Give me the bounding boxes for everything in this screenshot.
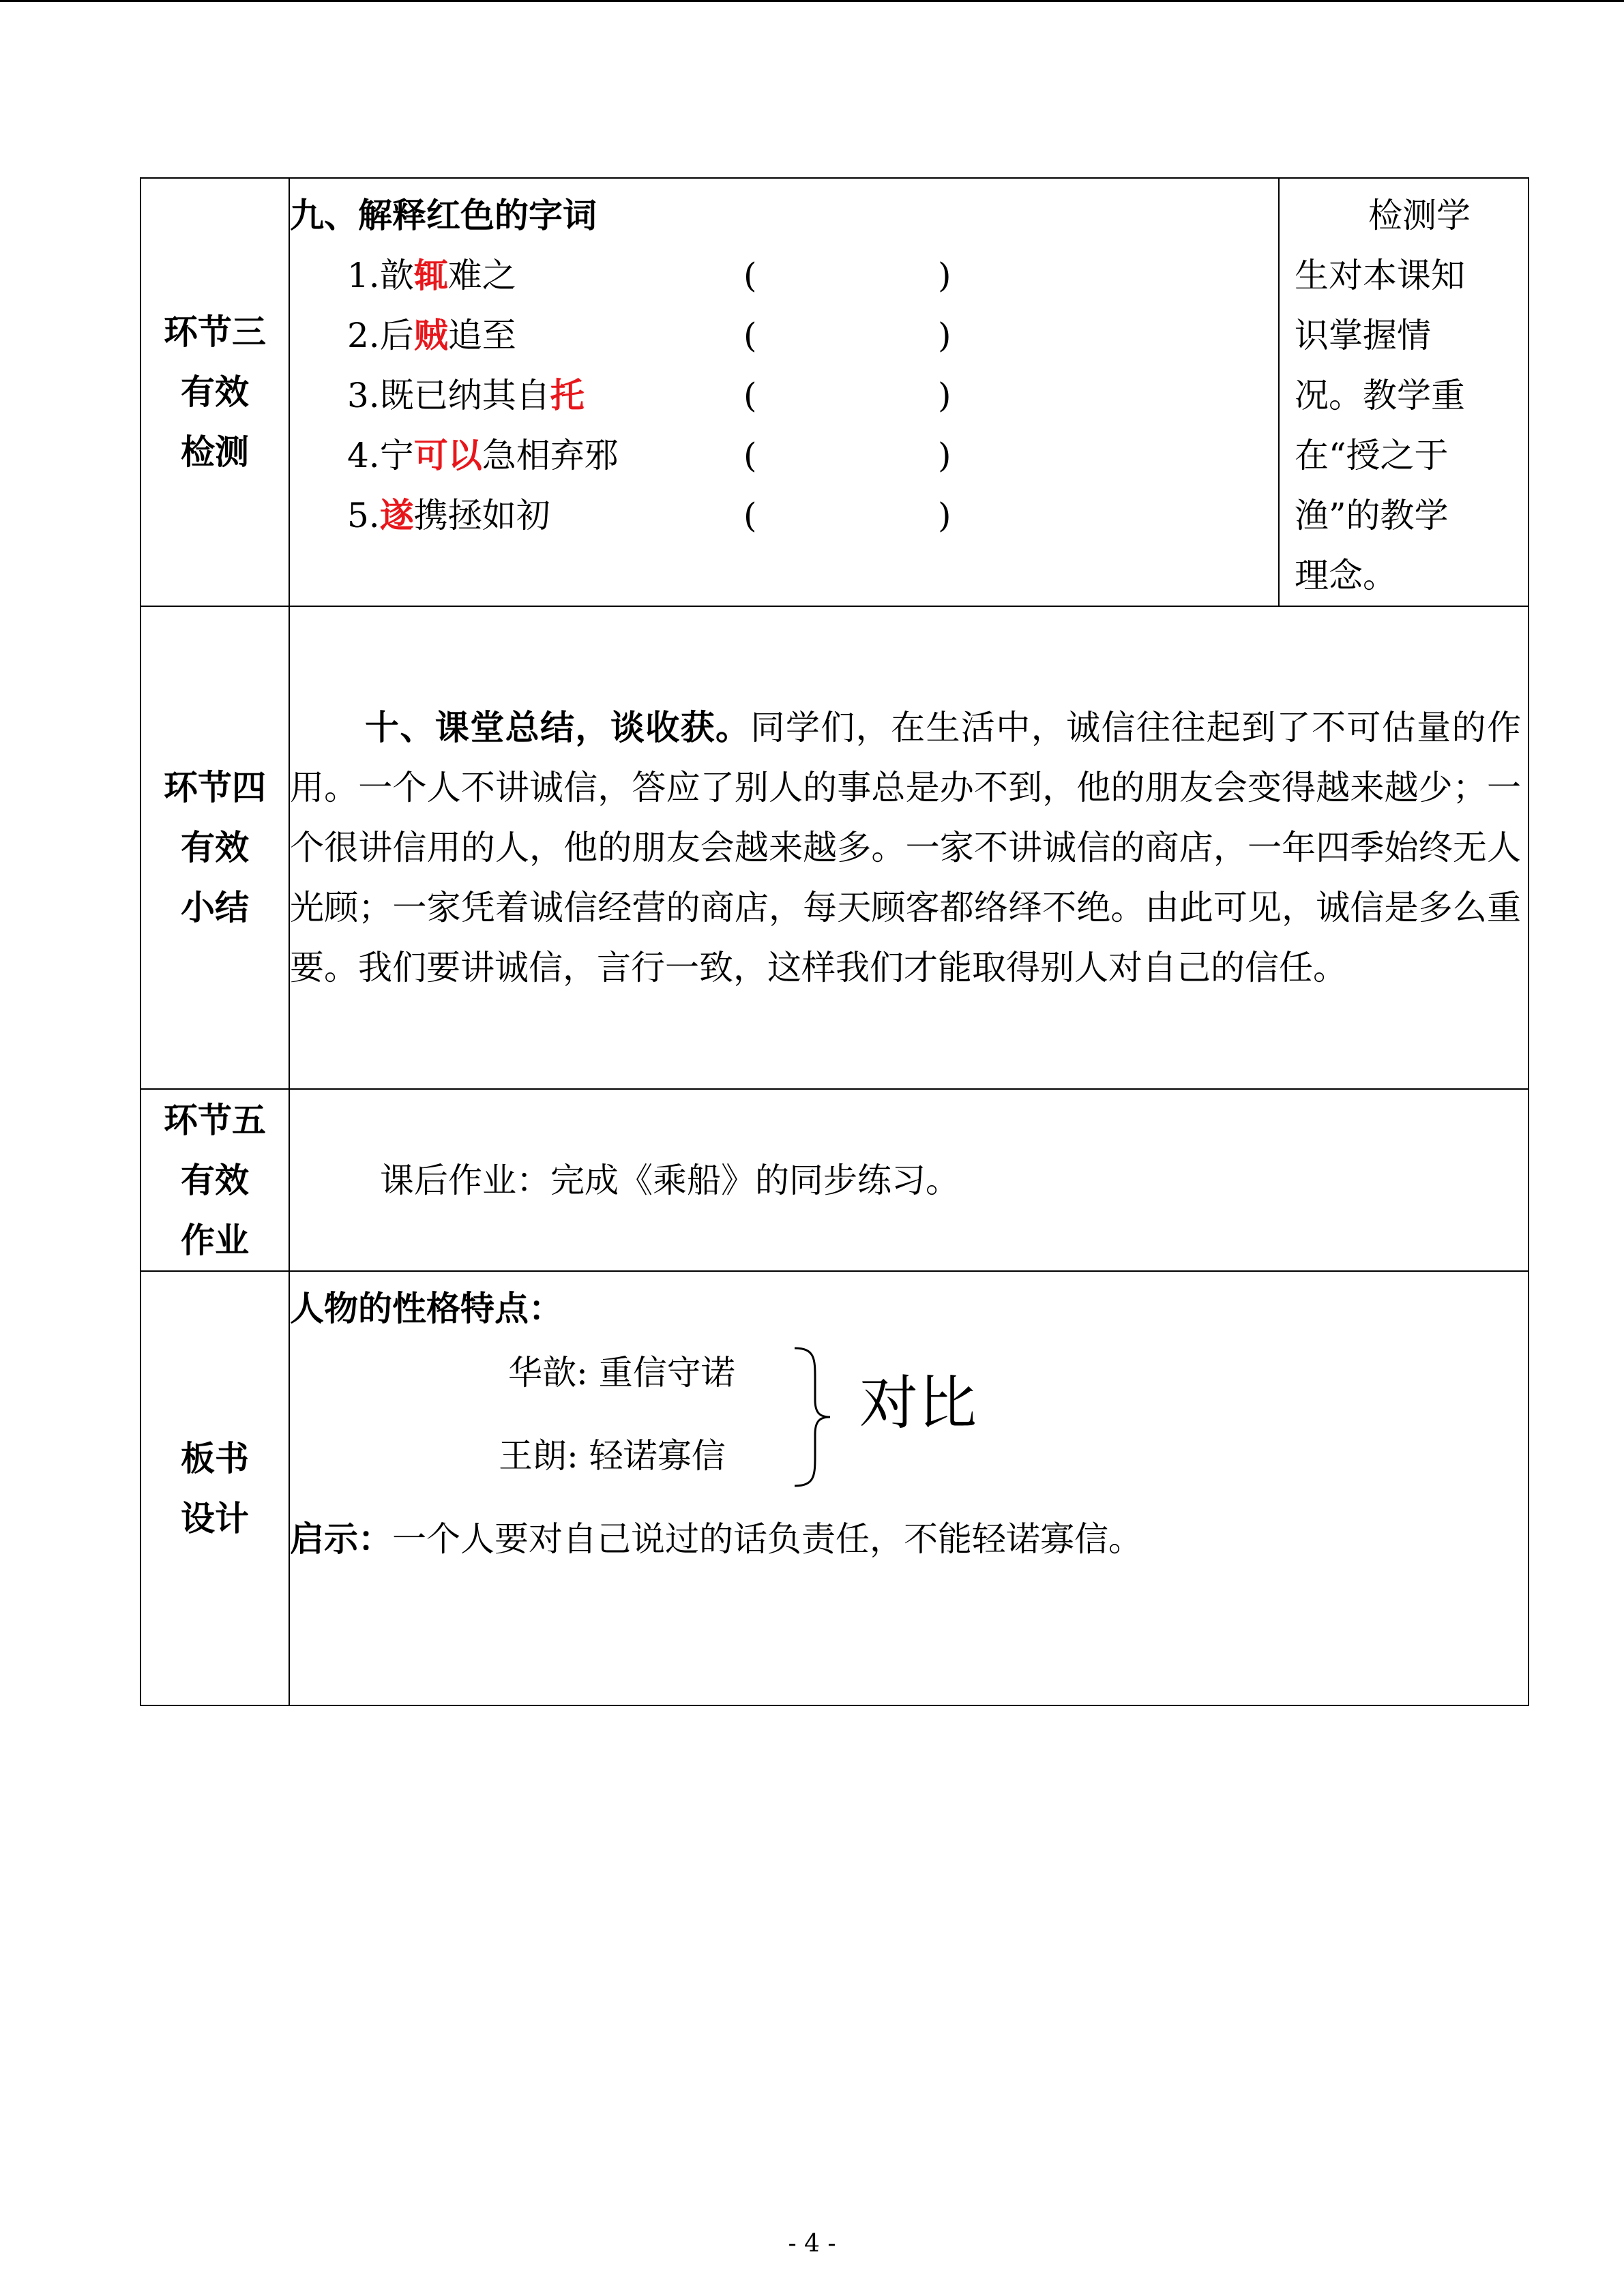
item-pre: 宁 bbox=[379, 436, 414, 475]
note-line: 生对本课知 bbox=[1295, 256, 1465, 295]
item-post: 急相弃邪 bbox=[482, 436, 619, 475]
homework-content bbox=[289, 1089, 1529, 1271]
exercise-text bbox=[347, 245, 516, 305]
exercise-text bbox=[347, 486, 550, 546]
teaching-note bbox=[1279, 178, 1529, 606]
answer-close: ) bbox=[938, 496, 951, 535]
item-num: 2. bbox=[347, 316, 380, 355]
label-board bbox=[141, 1271, 289, 1705]
compare-label: 对比 bbox=[859, 1369, 977, 1437]
item-red-word: 可以 bbox=[413, 436, 482, 475]
insight-label: 启示： bbox=[290, 1519, 392, 1559]
exercise-item bbox=[290, 426, 1278, 486]
item-pre: 歆 bbox=[379, 256, 414, 295]
row-summary bbox=[141, 606, 1529, 1089]
label-line: 板书 bbox=[181, 1438, 249, 1478]
answer-open: ( bbox=[743, 256, 757, 295]
lesson-plan-table bbox=[140, 177, 1529, 1706]
label-homework bbox=[141, 1089, 289, 1271]
row-homework bbox=[141, 1089, 1529, 1271]
note-line: 渔”的教学 bbox=[1295, 496, 1449, 535]
board-content bbox=[289, 1271, 1529, 1705]
note-line: 在“授之于 bbox=[1295, 436, 1449, 475]
homework-text: 课后作业：完成《乘船》的同步练习。 bbox=[380, 1160, 960, 1200]
detect-content bbox=[289, 178, 1279, 606]
right-brace-icon bbox=[788, 1345, 836, 1489]
answer-close: ) bbox=[938, 256, 951, 295]
exercise-item bbox=[290, 366, 1278, 426]
label-line: 有效 bbox=[181, 828, 249, 867]
label-line: 环节三 bbox=[164, 312, 266, 352]
character-huaxin: 华歆: 重信守诺 bbox=[508, 1353, 735, 1392]
exercise-item bbox=[290, 305, 1278, 366]
summary-paragraph bbox=[290, 698, 1528, 998]
answer-open: ( bbox=[743, 316, 757, 355]
summary-heading: 十、课堂总结，谈收获。 bbox=[365, 708, 751, 747]
exercise-item bbox=[290, 486, 1278, 546]
row-detect bbox=[141, 178, 1529, 606]
label-line: 作业 bbox=[181, 1220, 249, 1260]
item-red-word: 遂 bbox=[379, 496, 414, 535]
label-summary bbox=[141, 606, 289, 1089]
summary-body: 同学们，在生活中，诚信往往起到了不可估量的作用。一个人不讲诚信，答应了别人的事总是办不到，他的朋友会变得越来越少；一个很讲信用的人，他的朋友会越来越多。一家不讲诚信的商店，一年四季始终无人光顾；一家凭着诚信经营的商店，每天顾客都络绎不绝。由此可见，诚信是多么重要。我们要讲诚信，言行一致，这样我们才能取得别人对自己的信任。 bbox=[290, 708, 1521, 987]
label-line: 环节四 bbox=[164, 768, 266, 807]
summary-content bbox=[289, 606, 1529, 1089]
note-line: 理念。 bbox=[1295, 556, 1397, 595]
board-title: 人物的性格特点： bbox=[290, 1289, 563, 1328]
item-red-word: 托 bbox=[550, 376, 585, 415]
note-line: 检测学 bbox=[1368, 196, 1471, 235]
item-num: 5. bbox=[347, 496, 380, 535]
label-line: 设计 bbox=[181, 1498, 249, 1538]
label-line: 有效 bbox=[181, 372, 249, 412]
answer-close: ) bbox=[938, 436, 951, 475]
item-num: 4. bbox=[347, 436, 380, 475]
item-num: 1. bbox=[347, 256, 380, 295]
row-board bbox=[141, 1271, 1529, 1705]
exercise-item bbox=[290, 245, 1278, 305]
answer-close: ) bbox=[938, 316, 951, 355]
label-line: 检测 bbox=[181, 432, 249, 472]
item-post: 难之 bbox=[447, 256, 516, 295]
board-insight bbox=[290, 1509, 1528, 1569]
note-line: 况。教学重 bbox=[1295, 376, 1465, 415]
exercise-text bbox=[347, 305, 516, 366]
label-line: 环节五 bbox=[164, 1100, 266, 1140]
note-line: 识掌握情 bbox=[1295, 316, 1431, 355]
item-post: 携拯如初 bbox=[413, 496, 550, 535]
item-red-word: 辄 bbox=[413, 256, 448, 295]
insight-text: 一个人要对自己说过的话负责任，不能轻诺寡信。 bbox=[392, 1519, 1142, 1559]
board-diagram bbox=[290, 1339, 1528, 1509]
exercise-text bbox=[347, 426, 619, 486]
item-pre: 后 bbox=[379, 316, 414, 355]
answer-close: ) bbox=[938, 376, 951, 415]
page-number: - 4 - bbox=[788, 2230, 836, 2258]
label-line: 小结 bbox=[181, 888, 249, 927]
answer-open: ( bbox=[743, 376, 757, 415]
exercise-title: 九、解释红色的字词 bbox=[290, 196, 597, 235]
answer-open: ( bbox=[743, 496, 757, 535]
character-wanglang: 王朗: 轻诺寡信 bbox=[499, 1436, 726, 1476]
item-red-word: 贼 bbox=[413, 316, 448, 355]
page-top-rule bbox=[0, 0, 1624, 2]
label-line: 有效 bbox=[181, 1160, 249, 1200]
item-num: 3. bbox=[347, 376, 380, 415]
exercise-text bbox=[347, 366, 585, 426]
item-post: 追至 bbox=[447, 316, 516, 355]
answer-open: ( bbox=[743, 436, 757, 475]
label-detect bbox=[141, 178, 289, 606]
item-pre: 既已纳其自 bbox=[379, 376, 550, 415]
